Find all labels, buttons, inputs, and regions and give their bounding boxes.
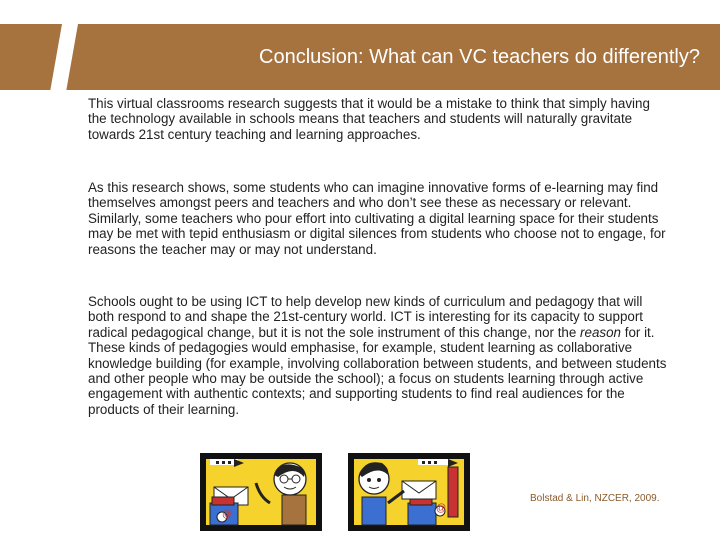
citation: Bolstad & Lin, NZCER, 2009. bbox=[530, 493, 660, 504]
header-slash-decoration bbox=[49, 18, 79, 98]
sender-illustration bbox=[200, 453, 322, 531]
clipart-receiver bbox=[348, 453, 470, 531]
receiver-at-symbol: @ bbox=[436, 503, 447, 514]
paragraph-3-text-b: for it. These kinds of pedagogies would emphasise, for example, student learning as collaborative knowledge building (for example, involving collaboration between students, and between students and other people who may be outside the school); a focus on students learning through active engagement with authentic contexts; and supporting students to find real audiences for the products of their learning. bbox=[88, 324, 667, 417]
paragraph-2: As this research shows, some students who can imagine innovative forms of e-learning may find themselves amongst peers and teachers and who don’t see these as necessary or relevant. Similarly, some teachers who pour effort into cultivating a digital learning space for their students may be met with tepid enthusiasm or digital silences from students who choose not to engage, for reasons the teacher may or may not understand. bbox=[88, 180, 666, 257]
slide-header bbox=[0, 24, 720, 90]
clipart-sender bbox=[200, 453, 322, 531]
sender-at-symbol: @ bbox=[222, 509, 233, 520]
paragraph-3 bbox=[88, 294, 668, 417]
paragraph-3-emphasis: reason bbox=[580, 324, 621, 340]
receiver-illustration bbox=[348, 453, 470, 531]
slide-body bbox=[88, 96, 668, 417]
slide-title: Conclusion: What can VC teachers do differently? bbox=[259, 46, 700, 68]
paragraph-3-text-a: Schools ought to be using ICT to help develop new kinds of curriculum and pedagogy that will both respond to and shape the 21st-century world. ICT is interesting for its capacity to support radical pedagogical change, but it is not the sole instrument of this change, nor the bbox=[88, 294, 644, 340]
paragraph-1: This virtual classrooms research suggests that it would be a mistake to think that simply having the technology available in schools means that teachers and students will naturally gravitate towards 21st century teaching and learning approaches. bbox=[88, 96, 650, 142]
